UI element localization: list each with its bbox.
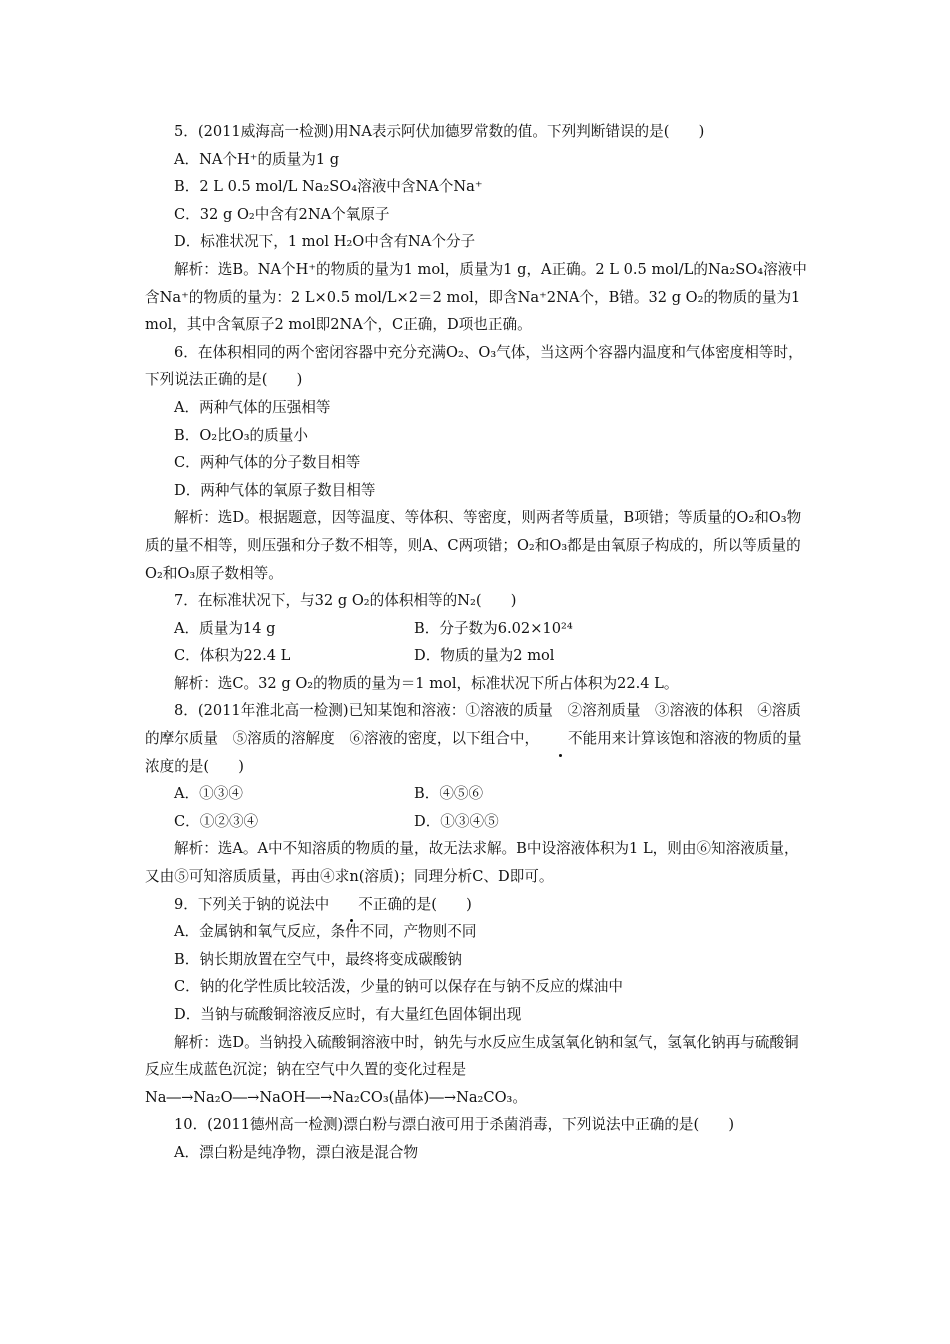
q5-analysis: 解析：选B。NA个H⁺的物质的量为1 mol，质量为1 g，A正确。2 L 0.5 mol/L的Na₂SO₄溶液中含Na⁺的物质的量为：2 L×0.5 mol/L×2＝2 mol，即含Na⁺2NA个，B错。32 g O₂的物质的量为1 mol，其中含氧原子2 mol即2NA个，C正确，D项也正确。 bbox=[145, 260, 807, 334]
q5-option-b: B．2 L 0.5 mol/L Na₂SO₄溶液中含NA个Na⁺ bbox=[174, 178, 483, 196]
q7-analysis: 解析：选C。32 g O₂的物质的量为＝1 mol，标准状况下所占体积为22.4 L。 bbox=[174, 674, 679, 692]
q8-stem-part-1: 8．(2011年淮北高一检测)已知某饱和溶液：①溶液的质量 ②溶剂质量 ③溶液的体积 ④溶质的摩尔质量 ⑤溶质的溶解度 ⑥溶液的密度，以下组合中， bbox=[145, 702, 801, 748]
q6-option-a: A．两种气体的压强相等 bbox=[174, 398, 331, 416]
q8-stem-part-2: 能用来计算该饱和溶液的物质的量浓度的是( ) bbox=[145, 730, 802, 775]
q7-option-d: D．物质的量为2 mol bbox=[414, 647, 555, 665]
q5-stem: 5．(2011威海高一检测)用NA表示阿伏加德罗常数的值。下列判断错误的是( ) bbox=[174, 123, 705, 140]
q9-option-b: B．钠长期放置在空气中，最终将变成碳酸钠 bbox=[174, 950, 463, 968]
q10-option-a: A．漂白粉是纯净物，漂白液是混合物 bbox=[174, 1143, 419, 1161]
q6-stem: 6．在体积相同的两个密闭容器中充分充满O₂、O₃气体，当这两个容器内温度和气体密度相等时，下列说法正确的是( ) bbox=[145, 343, 803, 389]
q7-options-row-1 bbox=[145, 615, 810, 643]
q8-option-b: B．④⑤⑥ bbox=[414, 785, 484, 803]
q9-stem bbox=[145, 891, 810, 919]
q6-option-d: D．两种气体的氧原子数目相等 bbox=[174, 481, 376, 499]
q10-stem: 10．(2011德州高一检测)漂白粉与漂白液可用于杀菌消毒，下列说法中正确的是( ) bbox=[174, 1116, 735, 1134]
q8-option-c: C．①②③④ bbox=[174, 812, 259, 830]
q6-option-b: B．O₂比O₃的质量小 bbox=[174, 426, 308, 444]
q8-option-a: A．①③④ bbox=[174, 785, 243, 803]
q8-option-d: D．①③④⑤ bbox=[414, 812, 499, 830]
document-page bbox=[145, 118, 810, 1167]
q9-option-a: A．金属钠和氧气反应，条件不同，产物则不同 bbox=[174, 923, 477, 941]
q5-option-d: D．标准状况下，1 mol H₂O中含有NA个分子 bbox=[174, 233, 476, 251]
q9-option-c: C．钠的化学性质比较活泼，少量的钠可以保存在与钠不反应的煤油中 bbox=[174, 978, 623, 996]
q7-option-a: A．质量为14 g bbox=[174, 619, 276, 637]
q9-emphasis-mark: 不 bbox=[329, 891, 373, 919]
q7-option-c: C．体积为22.4 L bbox=[174, 647, 291, 665]
q7-stem: 7．在标准状况下，与32 g O₂的体积相等的N₂( ) bbox=[174, 592, 517, 610]
q8-analysis: 解析：选A。A中不知溶质的物质的量，故无法求解。B中设溶液体积为1 L，则由⑥知溶液质量，又由⑤可知溶质质量，再由④求n(溶质)；同理分析C、D即可。 bbox=[145, 840, 799, 886]
q9-stem-part-1: 9．下列关于钠的说法中 bbox=[174, 895, 330, 913]
q8-options-row-1 bbox=[145, 780, 810, 808]
q7-options-row-2 bbox=[145, 642, 810, 670]
q9-stem-part-2: 正确的是( ) bbox=[372, 895, 472, 913]
q9-option-d: D．当钠与硫酸铜溶液反应时，有大量红色固体铜出现 bbox=[174, 1006, 522, 1023]
q5-option-a: A．NA个H⁺的质量为1 g bbox=[174, 150, 340, 168]
q9-analysis: 解析：选D。当钠投入硫酸铜溶液中时，钠先与水反应生成氢氧化钠和氢气，氢氧化钠再与硫酸铜反应生成蓝色沉淀；钠在空气中久置的变化过程是 bbox=[145, 1033, 799, 1079]
q6-analysis: 解析：选D。根据题意，因等温度、等体积、等密度，则两者等质量，B项错；等质量的O₂和O₃物质的量不相等，则压强和分子数不相等，则A、C两项错；O₂和O₃都是由氧原子构成的，所以等质量的O₂和O₃原子数相等。 bbox=[145, 509, 802, 582]
q8-options-row-2 bbox=[145, 808, 810, 836]
q9-reaction-chain: Na―→Na₂O―→NaOH―→Na₂CO₃(晶体)―→Na₂CO₃。 bbox=[145, 1088, 527, 1106]
q8-stem bbox=[145, 697, 810, 780]
q7-option-b: B．分子数为6.02×10²⁴ bbox=[414, 619, 573, 637]
q5-option-c: C．32 g O₂中含有2NA个氧原子 bbox=[174, 205, 390, 223]
q8-emphasis-mark: 不 bbox=[539, 725, 583, 753]
q6-option-c: C．两种气体的分子数目相等 bbox=[174, 454, 361, 472]
